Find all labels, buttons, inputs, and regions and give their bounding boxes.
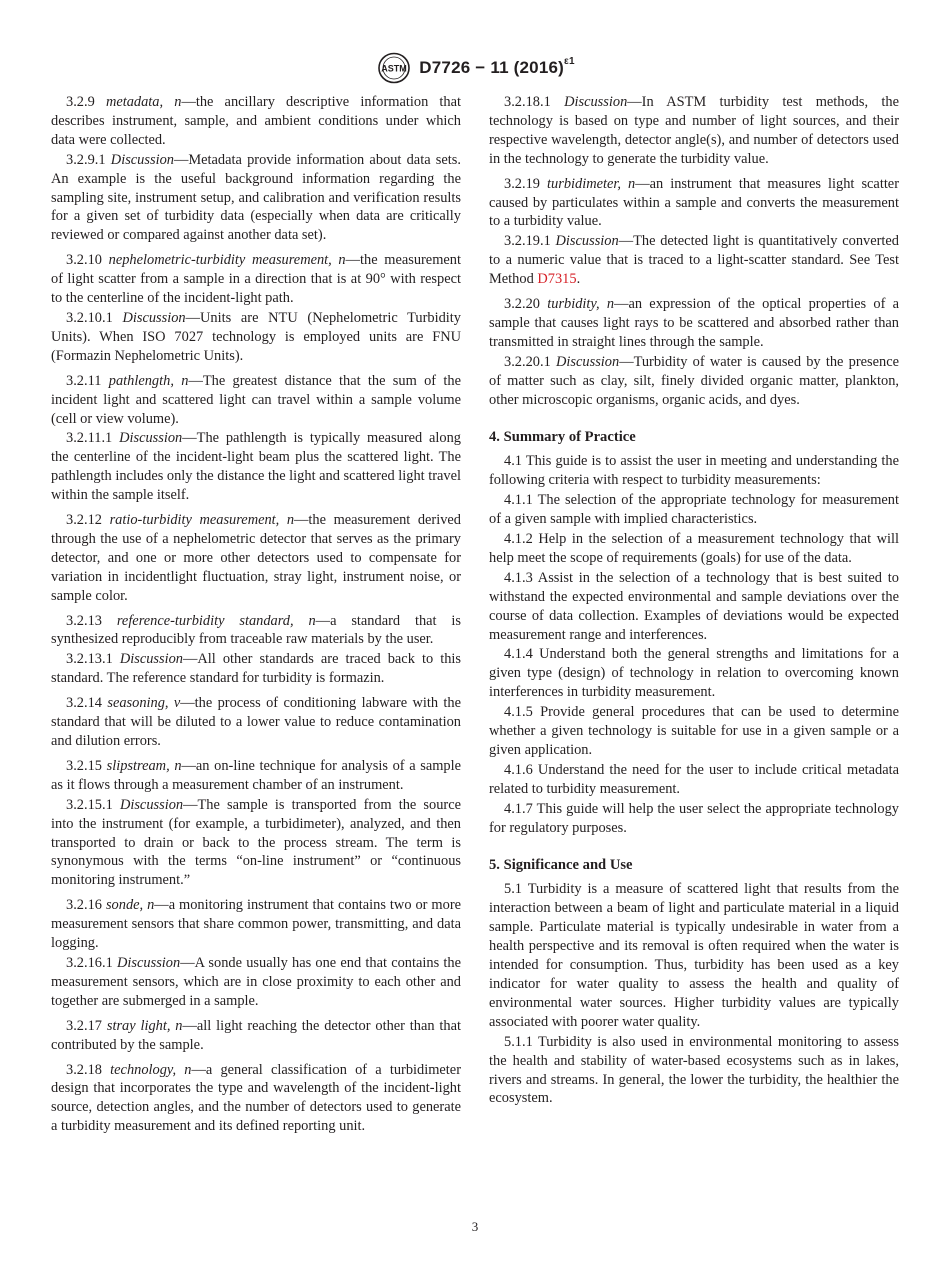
definition-paragraph: 3.2.19 turbidimeter, n—an instrument that measures light scatter caused by particulates within a sample and converts the measurement to a turbidity value. xyxy=(489,175,899,230)
section-paragraph: 4.1.5 Provide general procedures that can be used to determine whether a given technology is suitable for use in a given sample or a given application. xyxy=(489,704,899,758)
section-heading: 4. Summary of Practice xyxy=(489,428,636,445)
section-paragraph: 4.1.6 Understand the need for the user to include critical metadata related to turbidity measurement. xyxy=(489,761,899,797)
definition-paragraph: 3.2.15.1 Discussion—The sample is transported from the source into the instrument (for example, a turbidimeter), analyzed, and then transported to drain or back to the process stream. The term is synonymous with the terms “on-line instrument” or “continuous monitoring instrument.” xyxy=(51,796,461,889)
section-heading: 5. Significance and Use xyxy=(489,856,633,873)
definition-paragraph: 3.2.9 metadata, n—the ancillary descriptive information that describes instrument, sample, and ambient conditions under which data were collected. xyxy=(51,94,461,148)
definition-paragraph: 3.2.12 ratio-turbidity measurement, n—the measurement derived through the use of a nephelometric detector that serves as the primary detector, and one or more other detectors used to compensate for variation in incidentlight fluctuation, stray light, instrument noise, or sample color. xyxy=(51,512,461,604)
definition-paragraph: 3.2.16 sonde, n—a monitoring instrument that contains two or more measurement sensors that share common power, transmitting, and data logging. xyxy=(51,897,461,952)
designation-text: D7726 − 11 (2016) xyxy=(419,58,564,77)
section-paragraph: 4.1.7 This guide will help the user select the appropriate technology for regulatory purposes. xyxy=(489,800,899,836)
page-header xyxy=(0,50,950,86)
section-paragraph: 5.1 Turbidity is a measure of scattered light that results from the interaction between a beam of light and particulate material in a liquid sample. Particulate material is typically undesirable in water from a health perspective and its removal is often required when the water is intended for consumption. Thus, turbidity has been used as a key indicator for water quality to assess the health and quality of environmental water sources. Higher turbidity values are typically associated with poorer water quality. xyxy=(489,881,900,1030)
logo-lettering: ASTM xyxy=(381,63,408,74)
section-paragraph: 4.1.3 Assist in the selection of a technology that is best suited to withstand the expected environmental and sample deviations over the course of data collection. Examples of deviations would be expected measurement range and interferences. xyxy=(489,569,899,643)
definition-paragraph: 3.2.10.1 Discussion—Units are NTU (Nephelometric Turbidity Units). When ISO 7027 technology is employed units are FNU (Formazin Nephelometric Units). xyxy=(51,309,461,364)
definition-paragraph: 3.2.16.1 Discussion—A sonde usually has one end that contains the measurement sensors, which are in close proximity to each other and together are submerged in a sample. xyxy=(51,954,461,1009)
definition-paragraph: 3.2.18 technology, n—a general classification of a turbidimeter design that incorporates the type and wavelength of the incident-light source, detection angles, and the number of detectors used to generate a turbidity measurement and its defined reporting unit. xyxy=(51,1061,461,1135)
definition-paragraph: 3.2.20.1 Discussion—Turbidity of water is caused by the presence of matter such as clay, silt, finely divided organic matter, plankton, other microscopic organisms, organic acids, and dyes. xyxy=(489,353,899,408)
definition-paragraph: 3.2.13 reference-turbidity standard, n—a standard that is synthesized reproducibly from traceable raw materials by the user. xyxy=(51,612,461,648)
definition-paragraph: 3.2.10 nephelometric-turbidity measurement, n—the measurement of light scatter from a sample in a direction that is at 90° with respect to the centerline of the incident-light path. xyxy=(51,252,461,307)
definition-paragraph: 3.2.13.1 Discussion—All other standards are traced back to this standard. The reference standard for turbidity is formazin. xyxy=(51,651,461,687)
definition-paragraph: 3.2.11.1 Discussion—The pathlength is typically measured along the centerline of the incident-light beam plus the scattered light. The pathlength includes only the distance the light and scattered light travel within the sample itself. xyxy=(51,430,462,504)
page-number: 3 xyxy=(471,1219,479,1234)
definition-paragraph: 3.2.14 seasoning, v—the process of conditioning labware with the standard that will be diluted to a lower value to reduce contamination and dilution errors. xyxy=(51,695,461,749)
section-paragraph: 4.1.2 Help in the selection of a measurement technology that will help meet the scope of requirements (goals) for use of the data. xyxy=(489,531,899,566)
left-column xyxy=(51,93,461,1142)
section-paragraph: 4.1.1 The selection of the appropriate technology for measurement of a given sample with implied characteristics. xyxy=(489,492,899,528)
right-column xyxy=(489,93,899,1114)
document-designation xyxy=(419,58,574,78)
definition-paragraph: 3.2.11 pathlength, n—The greatest distance that the sum of the incident light and scattered light can travel within a sample volume (cell or view volume). xyxy=(51,372,461,427)
definition-paragraph: 3.2.20 turbidity, n—an expression of the optical properties of a sample that causes light rays to be scattered and absorbed rather than transmitted in straight lines through the sample. xyxy=(489,296,899,350)
section-paragraph: 4.1.4 Understand both the general strengths and limitations for a given type (design) of technology in relation to overcoming known interferences in turbidity measurement. xyxy=(489,646,899,701)
d7315-link[interactable]: D7315 xyxy=(537,271,577,288)
definition-paragraph: 3.2.15 slipstream, n—an on-line technique for analysis of a sample as it flows through a measurement chamber of an instrument. xyxy=(51,757,461,793)
designation-superscript: ε1 xyxy=(564,56,575,68)
definition-paragraph: 3.2.17 stray light, n—all light reaching the detector other than that contributed by the sample. xyxy=(51,1017,462,1053)
astm-logo-icon xyxy=(375,52,413,84)
definition-paragraph: 3.2.9.1 Discussion—Metadata provide information about data sets. An example is the useful background information regarding the sampling site, instrument setup, and calibration and verification results for a given set of turbidity data (especially when data are critically reviewed or compared against another data set). xyxy=(51,151,461,244)
definition-paragraph: 3.2.18.1 Discussion—In ASTM turbidity test methods, the technology is based on type and number of light sources, and their respective wavelength, detector angle(s), and number of detectors used in the technology to generate the turbidity value. xyxy=(489,94,899,167)
section-paragraph: 4.1 This guide is to assist the user in meeting and understanding the following criteria with respect to turbidity measurements: xyxy=(489,453,899,489)
section-paragraph: 5.1.1 Turbidity is also used in environmental monitoring to assess the health and stability of water-based ecosystems such as in lakes, rivers and streams. In general, the lower the turbidity, the healthier the ecosystem. xyxy=(489,1033,899,1107)
definition-paragraph: 3.2.19.1 Discussion—The detected light is quantitatively converted to a numeric value that is traced to a light-scatter standard. See Test Method D7315. xyxy=(489,233,899,288)
